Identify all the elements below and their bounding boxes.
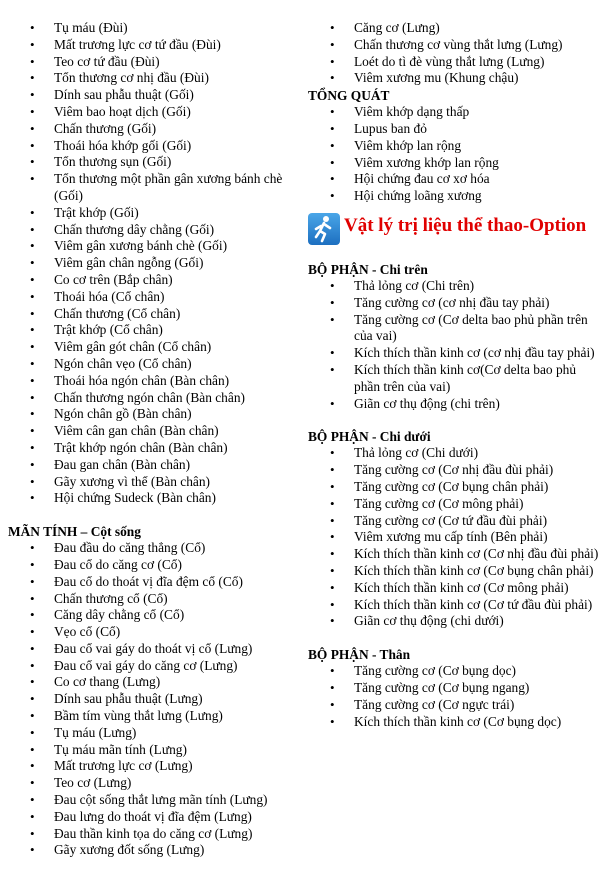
list-item: • Chấn thương cổ (Cổ) bbox=[8, 591, 298, 608]
list-item: • Chấn thương (Gối) bbox=[8, 121, 298, 138]
list-item: • Căng cơ (Lưng) bbox=[308, 20, 600, 37]
list-item: • Kích thích thần kinh cơ (Cơ nhị đầu đùi phải) bbox=[308, 546, 600, 563]
trunk-list bbox=[308, 663, 600, 730]
list-item: • Đau lưng do thoát vị đĩa đệm (Lưng) bbox=[8, 809, 298, 826]
list-item: • Tụ máu mãn tính (Lưng) bbox=[8, 742, 298, 759]
list-item: • Đau gan chân (Bàn chân) bbox=[8, 457, 298, 474]
list-item: • Viêm cân gan chân (Bàn chân) bbox=[8, 423, 298, 440]
right-column bbox=[308, 20, 600, 730]
running-man-icon bbox=[308, 213, 340, 245]
list-item: • Teo cơ tứ đầu (Đùi) bbox=[8, 54, 298, 71]
list-item: • Co cơ thang (Lưng) bbox=[8, 674, 298, 691]
list-item: • Căng dây chằng cổ (Cổ) bbox=[8, 607, 298, 624]
left-column bbox=[8, 20, 298, 859]
spine-conditions-list bbox=[8, 540, 298, 859]
list-item: • Viêm gân xương bánh chè (Gối) bbox=[8, 238, 298, 255]
list-item: • Kích thích thần kinh cơ (cơ nhị đầu tay phải) bbox=[308, 345, 600, 362]
list-item: • Chấn thương cơ vùng thắt lưng (Lưng) bbox=[308, 37, 600, 54]
list-item: • Viêm gân gót chân (Cổ chân) bbox=[8, 339, 298, 356]
option-title: Vật lý trị liệu thể thao-Option bbox=[344, 214, 587, 236]
list-item: • Tăng cường cơ (Cơ bụng ngang) bbox=[308, 680, 600, 697]
list-item: • Trật khớp (Cổ chân) bbox=[8, 322, 298, 339]
list-item: • Bầm tím vùng thắt lưng (Lưng) bbox=[8, 708, 298, 725]
list-item: • Kích thích thần kinh cơ (Cơ mông phải) bbox=[308, 580, 600, 597]
upper-limb-list bbox=[308, 278, 600, 412]
list-item: • Gãy xương đốt sống (Lưng) bbox=[8, 842, 298, 859]
trunk-heading: BỘ PHẬN - Thân bbox=[308, 647, 411, 663]
list-item: • Tổn thương sụn (Gối) bbox=[8, 154, 298, 171]
list-item: • Viêm xương khớp lan rộng bbox=[308, 155, 600, 172]
list-item: • Teo cơ (Lưng) bbox=[8, 775, 298, 792]
list-item: • Chấn thương ngón chân (Bàn chân) bbox=[8, 390, 298, 407]
list-item: • Vẹo cổ (Cổ) bbox=[8, 624, 298, 641]
list-item: • Mất trương lực cơ (Lưng) bbox=[8, 758, 298, 775]
list-item: • Thoái hóa khớp gối (Gối) bbox=[8, 138, 298, 155]
leg-conditions-list bbox=[8, 20, 298, 507]
lower-limb-heading: BỘ PHẬN - Chi dưới bbox=[308, 429, 431, 445]
list-item: • Viêm xương mu cấp tính (Bên phải) bbox=[308, 529, 600, 546]
list-item: • Viêm khớp lan rộng bbox=[308, 138, 600, 155]
list-item: • Chấn thương (Cổ chân) bbox=[8, 306, 298, 323]
list-item: • Kích thích thần kinh cơ(Cơ delta bao phủ phần trên của vai) bbox=[308, 362, 600, 396]
list-item: • Tăng cường cơ (Cơ bụng dọc) bbox=[308, 663, 600, 680]
list-item: • Dính sau phẫu thuật (Gối) bbox=[8, 87, 298, 104]
list-item: • Tăng cường cơ (Cơ bụng chân phải) bbox=[308, 479, 600, 496]
list-item: • Thả lỏng cơ (Chi trên) bbox=[308, 278, 600, 295]
list-item: • Kích thích thần kinh cơ (Cơ bụng dọc) bbox=[308, 714, 600, 731]
list-item: • Mất trương lực cơ tứ đầu (Đùi) bbox=[8, 37, 298, 54]
list-item: • Dính sau phẫu thuật (Lưng) bbox=[8, 691, 298, 708]
list-item: • Ngón chân vẹo (Cổ chân) bbox=[8, 356, 298, 373]
list-item: • Tăng cường cơ (cơ nhị đầu tay phải) bbox=[308, 295, 600, 312]
list-item: • Giãn cơ thụ động (chi dưới) bbox=[308, 613, 600, 630]
list-item: • Đau cổ do thoát vị đĩa đệm cổ (Cổ) bbox=[8, 574, 298, 591]
lower-limb-list bbox=[308, 445, 600, 630]
list-item: • Tổn thương một phần gân xương bánh chè (Gối) bbox=[8, 171, 298, 205]
list-item: • Gãy xương vì thể (Bàn chân) bbox=[8, 474, 298, 491]
list-item: • Tăng cường cơ (Cơ mông phải) bbox=[308, 496, 600, 513]
list-item: • Giãn cơ thụ động (chi trên) bbox=[308, 396, 600, 413]
list-item: • Hội chứng loãng xương bbox=[308, 188, 600, 205]
list-item: • Hội chứng Sudeck (Bàn chân) bbox=[8, 490, 298, 507]
general-heading: TỔNG QUÁT bbox=[308, 88, 390, 104]
list-item: • Tổn thương cơ nhị đầu (Đùi) bbox=[8, 70, 298, 87]
list-item: • Thoái hóa ngón chân (Bàn chân) bbox=[8, 373, 298, 390]
list-item: • Đau cổ vai gáy do thoát vị cổ (Lưng) bbox=[8, 641, 298, 658]
list-item: • Loét do tì đè vùng thắt lưng (Lưng) bbox=[308, 54, 600, 71]
list-item: • Viêm xương mu (Khung chậu) bbox=[308, 70, 600, 87]
list-item: • Tăng cường cơ (Cơ ngực trái) bbox=[308, 697, 600, 714]
list-item: • Chấn thương dây chằng (Gối) bbox=[8, 222, 298, 239]
list-item: • Đau cổ do căng cơ (Cổ) bbox=[8, 557, 298, 574]
list-item: • Trật khớp ngón chân (Bàn chân) bbox=[8, 440, 298, 457]
list-item: • Tăng cường cơ (Cơ delta bao phủ phần trên của vai) bbox=[308, 312, 600, 346]
list-item: • Tụ máu (Đùi) bbox=[8, 20, 298, 37]
upper-limb-heading: BỘ PHẬN - Chi trên bbox=[308, 261, 428, 277]
list-item: • Đau cổ vai gáy do căng cơ (Lưng) bbox=[8, 658, 298, 675]
back-conditions-list bbox=[308, 20, 600, 87]
list-item: • Thả lỏng cơ (Chi dưới) bbox=[308, 445, 600, 462]
list-item: • Kích thích thần kinh cơ (Cơ tứ đầu đùi phải) bbox=[308, 597, 600, 614]
chronic-spine-heading: MÃN TÍNH – Cột sống bbox=[8, 524, 141, 540]
list-item: • Đau đầu do căng thẳng (Cổ) bbox=[8, 540, 298, 557]
list-item: • Đau thần kinh tọa do căng cơ (Lưng) bbox=[8, 826, 298, 843]
list-item: • Viêm gân chân ngỗng (Gối) bbox=[8, 255, 298, 272]
option-section-header bbox=[308, 213, 600, 245]
list-item: • Tụ máu (Lưng) bbox=[8, 725, 298, 742]
list-item: • Ngón chân gồ (Bàn chân) bbox=[8, 406, 298, 423]
list-item: • Tăng cường cơ (Cơ nhị đầu đùi phải) bbox=[308, 462, 600, 479]
list-item: • Hội chứng đau cơ xơ hóa bbox=[308, 171, 600, 188]
list-item: • Tăng cường cơ (Cơ tứ đầu đùi phải) bbox=[308, 513, 600, 530]
list-item: • Đau cột sống thắt lưng mãn tính (Lưng) bbox=[8, 792, 298, 809]
general-conditions-list bbox=[308, 104, 600, 205]
list-item: • Viêm bao hoạt dịch (Gối) bbox=[8, 104, 298, 121]
list-item: • Thoái hóa (Cổ chân) bbox=[8, 289, 298, 306]
list-item: • Lupus ban đỏ bbox=[308, 121, 600, 138]
list-item: • Kích thích thần kinh cơ (Cơ bụng chân phải) bbox=[308, 563, 600, 580]
list-item: • Co cơ trên (Bắp chân) bbox=[8, 272, 298, 289]
list-item: • Trật khớp (Gối) bbox=[8, 205, 298, 222]
list-item: • Viêm khớp dạng thấp bbox=[308, 104, 600, 121]
